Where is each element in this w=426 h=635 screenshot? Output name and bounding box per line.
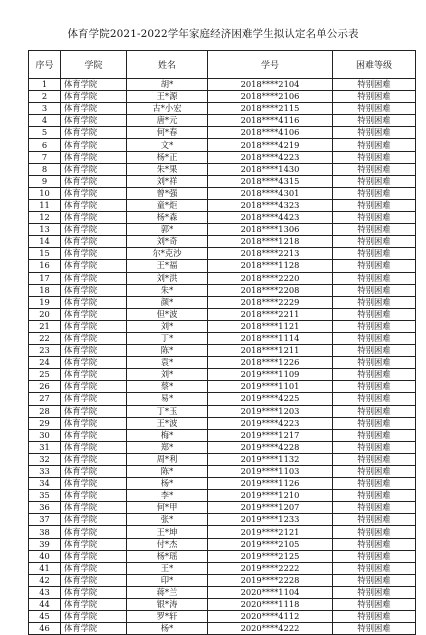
row-difficulty-level: 特别困难 (333, 369, 416, 381)
row-student-id: 2019****1207 (208, 502, 333, 514)
student-roster-table (28, 50, 416, 635)
row-difficulty-level: 特别困难 (333, 514, 416, 526)
row-student-name: 梅* (127, 429, 208, 441)
row-student-name: 王*波 (127, 417, 208, 429)
row-index: 31 (29, 441, 61, 453)
row-index: 33 (29, 466, 61, 478)
row-index: 13 (29, 224, 61, 236)
table-row (29, 345, 416, 357)
row-index: 11 (29, 199, 61, 211)
table-row (29, 260, 416, 272)
row-college: 体育学院 (61, 236, 127, 248)
row-index: 1 (29, 79, 61, 91)
row-college: 体育学院 (61, 490, 127, 502)
row-college: 体育学院 (61, 139, 127, 151)
table-row (29, 429, 416, 441)
row-college: 体育学院 (61, 599, 127, 611)
row-student-id: 2019****2228 (208, 574, 333, 586)
page-title: 体育学院2021-2022学年家庭经济困难学生拟认定名单公示表 (67, 28, 359, 40)
row-student-name: 易* (127, 393, 208, 405)
row-difficulty-level: 特别困难 (333, 175, 416, 187)
row-student-id: 2019****2125 (208, 550, 333, 562)
row-difficulty-level: 特别困难 (333, 562, 416, 574)
row-college: 体育学院 (61, 574, 127, 586)
table-header-row (29, 51, 416, 79)
table-row (29, 369, 416, 381)
row-college: 体育学院 (61, 115, 127, 127)
row-index: 8 (29, 163, 61, 175)
table-row (29, 526, 416, 538)
row-difficulty-level: 特别困难 (333, 502, 416, 514)
row-difficulty-level: 特别困难 (333, 272, 416, 284)
row-student-id: 2019****1109 (208, 369, 333, 381)
row-student-id: 2019****2121 (208, 526, 333, 538)
row-student-name: 何*甲 (127, 502, 208, 514)
row-college: 体育学院 (61, 502, 127, 514)
table-row (29, 466, 416, 478)
row-student-name: 何*春 (127, 127, 208, 139)
row-index: 16 (29, 260, 61, 272)
table-row (29, 284, 416, 296)
row-student-name: 蒋*兰 (127, 586, 208, 598)
row-index: 12 (29, 212, 61, 224)
row-difficulty-level: 特别困难 (333, 599, 416, 611)
row-college: 体育学院 (61, 151, 127, 163)
row-index: 46 (29, 623, 61, 635)
row-difficulty-level: 特别困难 (333, 79, 416, 91)
row-difficulty-level: 特别困难 (333, 381, 416, 393)
table-row (29, 115, 416, 127)
row-college: 体育学院 (61, 538, 127, 550)
row-index: 15 (29, 248, 61, 260)
row-student-id: 2018****4423 (208, 212, 333, 224)
table-row (29, 79, 416, 91)
row-college: 体育学院 (61, 260, 127, 272)
row-college: 体育学院 (61, 405, 127, 417)
column-header-name: 姓名 (127, 51, 208, 79)
row-student-name: 周*利 (127, 453, 208, 465)
row-index: 7 (29, 151, 61, 163)
row-college: 体育学院 (61, 320, 127, 332)
row-index: 32 (29, 453, 61, 465)
table-row (29, 599, 416, 611)
row-difficulty-level: 特别困难 (333, 127, 416, 139)
row-student-id: 2018****4116 (208, 115, 333, 127)
row-college: 体育学院 (61, 369, 127, 381)
row-student-id: 2019****1126 (208, 478, 333, 490)
row-index: 20 (29, 308, 61, 320)
row-index: 37 (29, 514, 61, 526)
row-college: 体育学院 (61, 127, 127, 139)
row-index: 21 (29, 320, 61, 332)
row-index: 6 (29, 139, 61, 151)
row-college: 体育学院 (61, 429, 127, 441)
row-student-id: 2018****2104 (208, 79, 333, 91)
row-index: 43 (29, 586, 61, 598)
row-student-id: 2018****4323 (208, 199, 333, 211)
row-student-id: 2018****1218 (208, 236, 333, 248)
row-college: 体育学院 (61, 453, 127, 465)
row-student-name: 郑* (127, 441, 208, 453)
table-row (29, 417, 416, 429)
row-index: 34 (29, 478, 61, 490)
table-row (29, 550, 416, 562)
row-college: 体育学院 (61, 187, 127, 199)
table-row (29, 586, 416, 598)
row-difficulty-level: 特别困难 (333, 357, 416, 369)
row-student-id: 2019****1210 (208, 490, 333, 502)
row-index: 5 (29, 127, 61, 139)
row-college: 体育学院 (61, 478, 127, 490)
row-student-id: 2019****4228 (208, 441, 333, 453)
row-student-id: 2020****1118 (208, 599, 333, 611)
table-row (29, 405, 416, 417)
row-index: 17 (29, 272, 61, 284)
table-row (29, 502, 416, 514)
row-difficulty-level: 特别困难 (333, 236, 416, 248)
row-student-id: 2018****1306 (208, 224, 333, 236)
row-difficulty-level: 特别困难 (333, 199, 416, 211)
row-index: 27 (29, 393, 61, 405)
row-student-name: 尔*克沙 (127, 248, 208, 260)
row-student-name: 但*波 (127, 308, 208, 320)
column-header-student-id: 学号 (208, 51, 333, 79)
row-index: 24 (29, 357, 61, 369)
row-student-name: 曾*强 (127, 187, 208, 199)
column-header-difficulty-level: 困难等级 (333, 51, 416, 79)
row-student-name: 文* (127, 139, 208, 151)
table-row (29, 332, 416, 344)
row-index: 41 (29, 562, 61, 574)
row-college: 体育学院 (61, 623, 127, 635)
row-difficulty-level: 特别困难 (333, 478, 416, 490)
table-row (29, 611, 416, 623)
row-student-name: 杨*正 (127, 151, 208, 163)
row-index: 29 (29, 417, 61, 429)
row-college: 体育学院 (61, 175, 127, 187)
row-index: 40 (29, 550, 61, 562)
row-student-name: 杨* (127, 478, 208, 490)
row-college: 体育学院 (61, 514, 127, 526)
table-row (29, 453, 416, 465)
row-student-id: 2018****2106 (208, 91, 333, 103)
row-student-id: 2018****2229 (208, 296, 333, 308)
row-student-name: 童*炬 (127, 199, 208, 211)
row-college: 体育学院 (61, 272, 127, 284)
table-row (29, 224, 416, 236)
row-student-name: 刘* (127, 320, 208, 332)
row-college: 体育学院 (61, 212, 127, 224)
row-college: 体育学院 (61, 199, 127, 211)
row-difficulty-level: 特别困难 (333, 453, 416, 465)
row-college: 体育学院 (61, 466, 127, 478)
row-student-name: 王* (127, 562, 208, 574)
row-college: 体育学院 (61, 550, 127, 562)
row-index: 25 (29, 369, 61, 381)
table-row (29, 562, 416, 574)
row-difficulty-level: 特别困难 (333, 466, 416, 478)
table-row (29, 91, 416, 103)
row-student-id: 2018****4219 (208, 139, 333, 151)
row-index: 3 (29, 103, 61, 115)
row-college: 体育学院 (61, 284, 127, 296)
row-student-id: 2020****4112 (208, 611, 333, 623)
table-row (29, 393, 416, 405)
table-row (29, 151, 416, 163)
row-difficulty-level: 特别困难 (333, 538, 416, 550)
row-difficulty-level: 特别困难 (333, 296, 416, 308)
row-student-name: 刘* (127, 369, 208, 381)
row-student-name: 刘*奇 (127, 236, 208, 248)
row-student-id: 2019****1203 (208, 405, 333, 417)
row-difficulty-level: 特别困难 (333, 284, 416, 296)
row-difficulty-level: 特别困难 (333, 320, 416, 332)
row-student-id: 2018****2208 (208, 284, 333, 296)
row-difficulty-level: 特别困难 (333, 405, 416, 417)
row-student-id: 2018****1430 (208, 163, 333, 175)
row-student-name: 张* (127, 514, 208, 526)
row-student-id: 2018****1211 (208, 345, 333, 357)
table-row (29, 236, 416, 248)
row-index: 44 (29, 599, 61, 611)
row-index: 39 (29, 538, 61, 550)
table-row (29, 248, 416, 260)
column-header-index: 序号 (29, 51, 61, 79)
row-student-id: 2018****2115 (208, 103, 333, 115)
row-index: 18 (29, 284, 61, 296)
table-row (29, 163, 416, 175)
row-student-name: 王*源 (127, 91, 208, 103)
row-college: 体育学院 (61, 79, 127, 91)
row-index: 2 (29, 91, 61, 103)
row-index: 14 (29, 236, 61, 248)
row-difficulty-level: 特别困难 (333, 429, 416, 441)
row-index: 35 (29, 490, 61, 502)
table-row (29, 103, 416, 115)
row-difficulty-level: 特别困难 (333, 574, 416, 586)
row-college: 体育学院 (61, 357, 127, 369)
row-student-id: 2019****4225 (208, 393, 333, 405)
column-header-college: 学院 (61, 51, 127, 79)
row-college: 体育学院 (61, 417, 127, 429)
row-college: 体育学院 (61, 586, 127, 598)
row-student-id: 2018****4106 (208, 127, 333, 139)
row-difficulty-level: 特别困难 (333, 260, 416, 272)
row-college: 体育学院 (61, 163, 127, 175)
table-row (29, 441, 416, 453)
row-difficulty-level: 特别困难 (333, 248, 416, 260)
row-index: 22 (29, 332, 61, 344)
row-student-name: 郭* (127, 224, 208, 236)
row-index: 45 (29, 611, 61, 623)
row-difficulty-level: 特别困难 (333, 345, 416, 357)
row-student-name: 丁*玉 (127, 405, 208, 417)
row-student-name: 王*福 (127, 260, 208, 272)
row-student-id: 2019****1101 (208, 381, 333, 393)
row-index: 19 (29, 296, 61, 308)
table-row (29, 212, 416, 224)
row-student-name: 丁* (127, 332, 208, 344)
row-college: 体育学院 (61, 562, 127, 574)
row-college: 体育学院 (61, 224, 127, 236)
row-student-id: 2020****4222 (208, 623, 333, 635)
row-student-name: 颜* (127, 296, 208, 308)
table-row (29, 127, 416, 139)
row-student-id: 2019****1103 (208, 466, 333, 478)
row-college: 体育学院 (61, 332, 127, 344)
row-student-id: 2018****1121 (208, 320, 333, 332)
table-row (29, 187, 416, 199)
row-index: 23 (29, 345, 61, 357)
row-student-id: 2019****1233 (208, 514, 333, 526)
table-row (29, 357, 416, 369)
row-index: 36 (29, 502, 61, 514)
row-student-name: 杨* (127, 623, 208, 635)
row-student-name: 付*杰 (127, 538, 208, 550)
row-college: 体育学院 (61, 91, 127, 103)
table-row (29, 320, 416, 332)
row-difficulty-level: 特别困难 (333, 103, 416, 115)
row-index: 10 (29, 187, 61, 199)
row-difficulty-level: 特别困难 (333, 586, 416, 598)
row-index: 42 (29, 574, 61, 586)
row-student-id: 2018****4315 (208, 175, 333, 187)
row-student-name: 罗*轩 (127, 611, 208, 623)
row-difficulty-level: 特别困难 (333, 151, 416, 163)
row-student-id: 2018****2213 (208, 248, 333, 260)
row-student-id: 2019****2105 (208, 538, 333, 550)
table-row (29, 490, 416, 502)
row-student-name: 古*小宏 (127, 103, 208, 115)
row-difficulty-level: 特别困难 (333, 308, 416, 320)
table-row (29, 514, 416, 526)
row-student-name: 袁* (127, 357, 208, 369)
row-difficulty-level: 特别困难 (333, 91, 416, 103)
row-college: 体育学院 (61, 526, 127, 538)
row-student-name: 杨*森 (127, 212, 208, 224)
row-student-name: 唐*元 (127, 115, 208, 127)
row-student-id: 2018****1226 (208, 357, 333, 369)
row-difficulty-level: 特别困难 (333, 187, 416, 199)
table-row (29, 381, 416, 393)
row-index: 28 (29, 405, 61, 417)
row-student-id: 2019****2222 (208, 562, 333, 574)
row-difficulty-level: 特别困难 (333, 163, 416, 175)
row-difficulty-level: 特别困难 (333, 212, 416, 224)
row-student-id: 2018****1128 (208, 260, 333, 272)
row-student-id: 2019****1217 (208, 429, 333, 441)
row-index: 38 (29, 526, 61, 538)
row-difficulty-level: 特别困难 (333, 490, 416, 502)
row-index: 4 (29, 115, 61, 127)
row-student-name: 陈* (127, 345, 208, 357)
row-student-name: 陈* (127, 466, 208, 478)
table-row (29, 478, 416, 490)
row-student-name: 朱* (127, 284, 208, 296)
row-difficulty-level: 特别困难 (333, 393, 416, 405)
row-difficulty-level: 特别困难 (333, 417, 416, 429)
table-row (29, 175, 416, 187)
row-difficulty-level: 特别困难 (333, 224, 416, 236)
row-college: 体育学院 (61, 393, 127, 405)
table-row (29, 308, 416, 320)
row-student-id: 2020****1104 (208, 586, 333, 598)
table-row (29, 199, 416, 211)
row-college: 体育学院 (61, 296, 127, 308)
row-student-name: 刘*洪 (127, 272, 208, 284)
table-body (29, 79, 416, 635)
table-row (29, 538, 416, 550)
row-student-id: 2018****4223 (208, 151, 333, 163)
row-index: 9 (29, 175, 61, 187)
row-college: 体育学院 (61, 345, 127, 357)
row-student-name: 蔡* (127, 381, 208, 393)
row-student-name: 印* (127, 574, 208, 586)
row-college: 体育学院 (61, 611, 127, 623)
row-student-name: 杨*瑶 (127, 550, 208, 562)
row-difficulty-level: 特别困难 (333, 115, 416, 127)
row-college: 体育学院 (61, 441, 127, 453)
row-college: 体育学院 (61, 308, 127, 320)
row-difficulty-level: 特别困难 (333, 550, 416, 562)
row-difficulty-level: 特别困难 (333, 526, 416, 538)
row-student-id: 2018****1114 (208, 332, 333, 344)
row-student-name: 刘*祥 (127, 175, 208, 187)
row-student-id: 2018****2211 (208, 308, 333, 320)
row-college: 体育学院 (61, 103, 127, 115)
row-difficulty-level: 特别困难 (333, 623, 416, 635)
row-difficulty-level: 特别困难 (333, 441, 416, 453)
row-index: 26 (29, 381, 61, 393)
table-row (29, 272, 416, 284)
row-difficulty-level: 特别困难 (333, 139, 416, 151)
table-row (29, 139, 416, 151)
row-student-name: 李* (127, 490, 208, 502)
row-student-name: 胡* (127, 79, 208, 91)
row-student-id: 2019****1132 (208, 453, 333, 465)
row-student-name: 朱*果 (127, 163, 208, 175)
row-student-name: 王*坤 (127, 526, 208, 538)
row-difficulty-level: 特别困难 (333, 611, 416, 623)
row-difficulty-level: 特别困难 (333, 332, 416, 344)
table-row (29, 574, 416, 586)
row-student-id: 2018****2220 (208, 272, 333, 284)
row-student-id: 2018****4301 (208, 187, 333, 199)
row-student-id: 2019****4223 (208, 417, 333, 429)
row-student-name: 银*涛 (127, 599, 208, 611)
row-college: 体育学院 (61, 381, 127, 393)
row-college: 体育学院 (61, 248, 127, 260)
row-index: 30 (29, 429, 61, 441)
table-row (29, 296, 416, 308)
